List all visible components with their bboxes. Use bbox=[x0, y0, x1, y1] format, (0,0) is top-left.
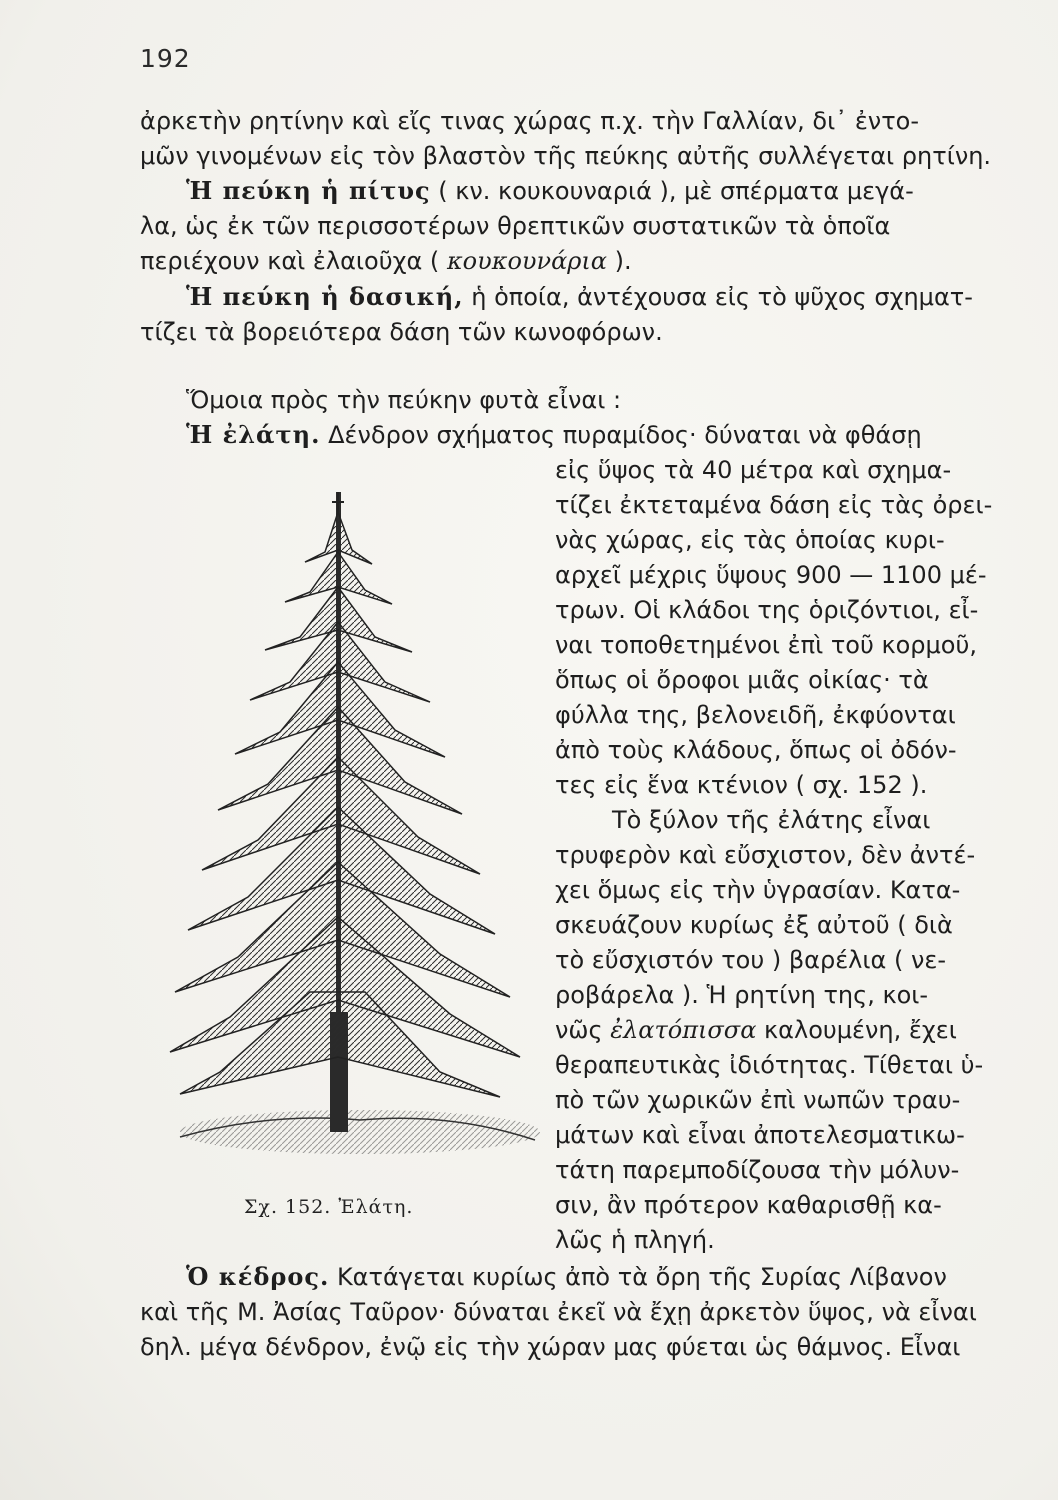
text-line: τρων. Οἱ κλάδοι της ὁριζόντιοι, εἶ- bbox=[555, 596, 979, 624]
term-dasiki: Ἡ πεύκη ἡ δασική, bbox=[186, 282, 464, 311]
text-line: τίζει τὰ βορειότερα δάση τῶν κωνοφόρων. bbox=[140, 318, 663, 346]
text-line: φύλλα της, βελονειδῆ, ἐκφύονται bbox=[555, 701, 956, 729]
paragraph-kedros-line: Ὁ κέδρος. Κατάγεται κυρίως ἀπὸ τὰ ὄρη τῆς Συρίας Λίβανον bbox=[186, 1262, 947, 1291]
text-line: λῶς ἡ πληγή. bbox=[555, 1226, 715, 1254]
text-line: αρχεῖ μέχρις ὕψους 900 — 1100 μέ- bbox=[555, 561, 987, 589]
similar-plants-heading: Ὅμοια πρὸς τὴν πεύκην φυτὰ εἶναι : bbox=[186, 386, 622, 414]
text-line: τὸ εὔσχιστόν του ) βαρέλια ( νε- bbox=[555, 946, 946, 974]
text-line: ἀπὸ τοὺς κλάδους, ὅπως οἱ ὀδόν- bbox=[555, 736, 957, 764]
paragraph-pitys-line: Ἡ πεύκη ἡ πίτυς ( κν. κουκουναριά ), μὲ σπέρματα μεγά- bbox=[186, 176, 914, 205]
text-line: σιν, ἂν πρότερον καθαρισθῇ κα- bbox=[555, 1191, 942, 1219]
text-line: ροβάρελα ). Ἡ ρητίνη της, κοι- bbox=[555, 981, 929, 1009]
text-line: δηλ. μέγα δένδρον, ἐνῷ εἰς τὴν χώραν μας φύεται ὡς θάμνος. Εἶναι bbox=[140, 1333, 961, 1361]
text-line: θεραπευτικὰς ἰδιότητας. Τίθεται ὑ- bbox=[555, 1051, 984, 1079]
text-line: ὅπως οἱ ὄροφοι μιᾶς οἰκίας· τὰ bbox=[555, 666, 929, 694]
text-line: μάτων καὶ εἶναι ἀποτελεσματικω- bbox=[555, 1121, 965, 1149]
page-number: 192 bbox=[140, 44, 191, 73]
figure-caption: Σχ. 152. Ἐλάτη. bbox=[244, 1196, 414, 1218]
term-kedros: Ὁ κέδρος. bbox=[186, 1262, 330, 1291]
text-line: χει ὅμως εἰς τὴν ὑγρασίαν. Κατα- bbox=[555, 876, 961, 904]
text-line: πὸ τῶν χωρικῶν ἐπὶ νωπῶν τραυ- bbox=[555, 1086, 961, 1114]
paragraph-elati-line: Ἡ ἐλάτη. Δένδρον σχήματος πυραμίδος· δύναται νὰ φθάσῃ bbox=[186, 420, 922, 449]
text-line: τες εἰς ἕνα κτένιον ( σχ. 152 ). bbox=[555, 771, 928, 799]
text-line: νὰς χώρας, εἰς τὰς ὁποίας κυρι- bbox=[555, 526, 945, 554]
text-line: περιέχουν καὶ ἐλαιοῦχα ( κουκουνάρια ). bbox=[140, 247, 632, 275]
text-line: εἰς ὕψος τὰ 40 μέτρα καὶ σχημα- bbox=[555, 456, 952, 484]
text-line: μῶν γινομένων εἰς τὸν βλαστὸν τῆς πεύκης αὐτῆς συλλέγεται ρητίνη. bbox=[140, 142, 992, 170]
text-line: ναι τοποθετημένοι ἐπὶ τοῦ κορμοῦ, bbox=[555, 631, 977, 659]
text-line: καὶ τῆς Μ. Ἀσίας Ταῦρον· δύναται ἐκεῖ νὰ ἔχῃ ἀρκετὸν ὕψος, νὰ εἶναι bbox=[140, 1298, 977, 1326]
text-line: λα, ὡς ἐκ τῶν περισσοτέρων θρεπτικῶν συστατικῶν τὰ ὁποῖα bbox=[140, 212, 891, 240]
text-line: σκευάζουν κυρίως ἐξ αὐτοῦ ( διὰ bbox=[555, 911, 953, 939]
text-line: νῶς ἐλατόπισσα καλουμένη, ἔχει bbox=[555, 1016, 957, 1044]
paragraph-dasiki-line: Ἡ πεύκη ἡ δασική, ἡ ὁποία, ἀντέχουσα εἰς τὸ ψῦχος σχηματ- bbox=[186, 282, 973, 311]
text-line: τίζει ἐκτεταμένα δάση εἰς τὰς ὀρει- bbox=[555, 491, 993, 519]
text-line: ἀρκετὴν ρητίνην καὶ εἴς τινας χώρας π.χ. τὴν Γαλλίαν, δι᾽ ἐντο- bbox=[140, 107, 920, 135]
text-line: τάτη παρεμποδίζουσα τὴν μόλυν- bbox=[555, 1156, 960, 1184]
fir-tree-illustration bbox=[150, 472, 540, 1192]
text-line: Τὸ ξύλον τῆς ἐλάτης εἶναι bbox=[612, 806, 931, 834]
term-pitys: Ἡ πεύκη ἡ πίτυς bbox=[186, 176, 431, 205]
text-line: τρυφερὸν καὶ εὔσχιστον, δὲν ἀντέ- bbox=[555, 841, 976, 869]
term-elati: Ἡ ἐλάτη. bbox=[186, 420, 321, 449]
